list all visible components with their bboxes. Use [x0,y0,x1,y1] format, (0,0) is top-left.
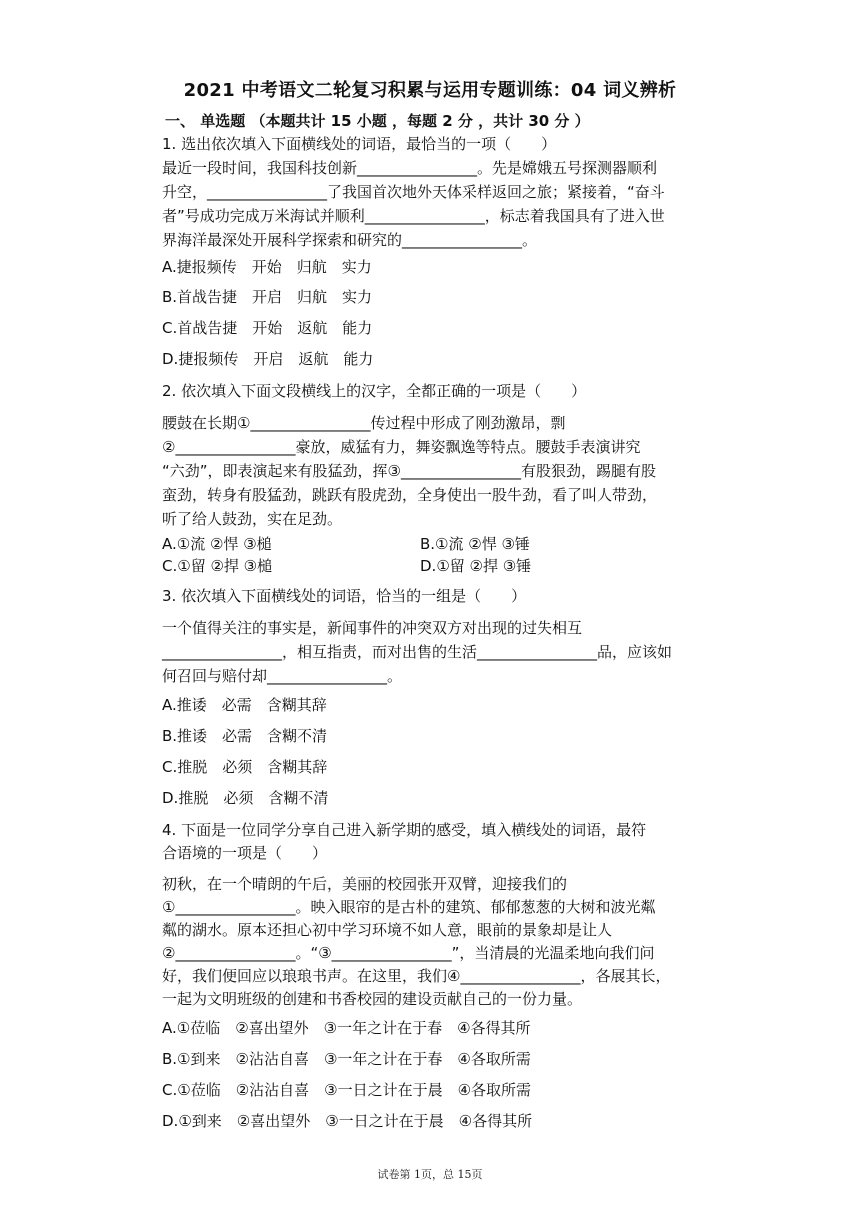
q2-passage-line: 蛮劲，转身有股猛劲，跳跃有股虎劲，全身使出一股牛劲，看了叫人带劲， [162,486,658,504]
q4-passage-line: 一起为文明班级的创建和书香校园的建设贡献自己的一份力量。 [162,990,583,1008]
q4-passage-line: ②________________。“③________________”，当清晨的光温柔地向我们问 [162,944,655,962]
section-heading: 一、 单选题 （本题共计 15 小题 ，每题 2 分 ，共计 30 分 ） [165,112,590,130]
q4-stem: 4. 下面是一位同学分享自己进入新学期的感受，填入横线处的词语，最符 [162,821,647,839]
q2-passage-line: ②________________豪放，威猛有力，舞姿飘逸等特点。腰鼓手表演讲究 [162,438,641,456]
q3-option-d[interactable]: D.推脱 必须 含糊不清 [162,789,329,807]
q2-passage-line: 听了给人鼓劲，实在足劲。 [162,510,343,528]
q2-stem: 2. 依次填入下面文段横线上的汉字，全都正确的一项是（ ） [162,382,587,400]
document-title: 2021 中考语文二轮复习积累与运用专题训练：04 词义辨析 [183,80,677,101]
q1-passage-line: 最近一段时间，我国科技创新________________。先是嫦娥五号探测器顺利 [162,159,658,177]
q3-option-c[interactable]: C.推脱 必须 含糊其辞 [162,758,328,776]
q3-option-a[interactable]: A.推诿 必需 含糊其辞 [162,696,327,714]
q4-passage-line: 好，我们便回应以琅琅书声。在这里，我们④________________，各展其长， [162,967,671,985]
q3-passage-line: 一个值得关注的事实是，新闻事件的冲突双方对出现的过失相互 [162,619,583,637]
q2-option-a[interactable]: A.①流 ②悍 ③槌 [162,535,272,553]
q1-stem: 1. 选出依次填入下面横线处的词语，最恰当的一项（ ） [162,135,557,153]
q2-passage-line: 腰鼓在长期①________________传过程中形成了刚劲激昂，剽 [162,414,566,432]
q4-passage-line: 粼的湖水。原本还担心初中学习环境不如人意，眼前的景象却是让人 [162,921,613,939]
q4-option-d[interactable]: D.①到来 ②喜出望外 ③一日之计在于晨 ④各得其所 [162,1112,533,1130]
q1-passage-line: 升空，________________了我国首次地外天体采样返回之旅；紧接着，“奋斗 [162,183,665,201]
q2-option-c[interactable]: C.①留 ②捍 ③槌 [162,557,273,575]
q1-passage-line: 界海洋最深处开展科学探索和研究的________________。 [162,231,538,249]
q1-option-a[interactable]: A.捷报频传 开始 归航 实力 [162,258,372,276]
q1-option-d[interactable]: D.捷报频传 开启 返航 能力 [162,350,374,368]
q4-passage-line: ①________________。映入眼帘的是古朴的建筑、郁郁葱葱的大树和波光粼 [162,898,656,916]
q3-option-b[interactable]: B.推诿 必需 含糊不清 [162,727,328,745]
q3-stem: 3. 依次填入下面横线处的词语，恰当的一组是（ ） [162,587,527,605]
q4-option-c[interactable]: C.①莅临 ②沾沾自喜 ③一日之计在于晨 ④各取所需 [162,1081,532,1099]
q1-passage-line: 者”号成功完成万米海试并顺利________________，标志着我国具有了进入世 [162,207,665,225]
q4-option-a[interactable]: A.①莅临 ②喜出望外 ③一年之计在于春 ④各得其所 [162,1019,531,1037]
q1-option-c[interactable]: C.首战告捷 开始 返航 能力 [162,319,373,337]
q4-stem: 合语境的一项是（ ） [162,844,328,862]
q1-option-b[interactable]: B.首战告捷 开启 归航 实力 [162,288,373,306]
q2-option-b[interactable]: B.①流 ②悍 ③锤 [420,535,530,553]
q4-option-b[interactable]: B.①到来 ②沾沾自喜 ③一年之计在于春 ④各取所需 [162,1050,531,1068]
page-footer: 试卷第 1页，总 15页 [377,1168,483,1181]
q3-passage-line: 何召回与赔付却________________。 [162,667,403,685]
q2-option-d[interactable]: D.①留 ②捍 ③锤 [420,557,532,575]
q2-passage-line: “六劲”，即表演起来有股猛劲，挥③________________有股狠劲，踢腿有股 [162,462,656,480]
q4-passage-line: 初秋，在一个晴朗的午后，美丽的校园张开双臂，迎接我们的 [162,875,568,893]
q3-passage-line: ________________，相互指责，而对出售的生活________________品，应该如 [162,643,673,661]
